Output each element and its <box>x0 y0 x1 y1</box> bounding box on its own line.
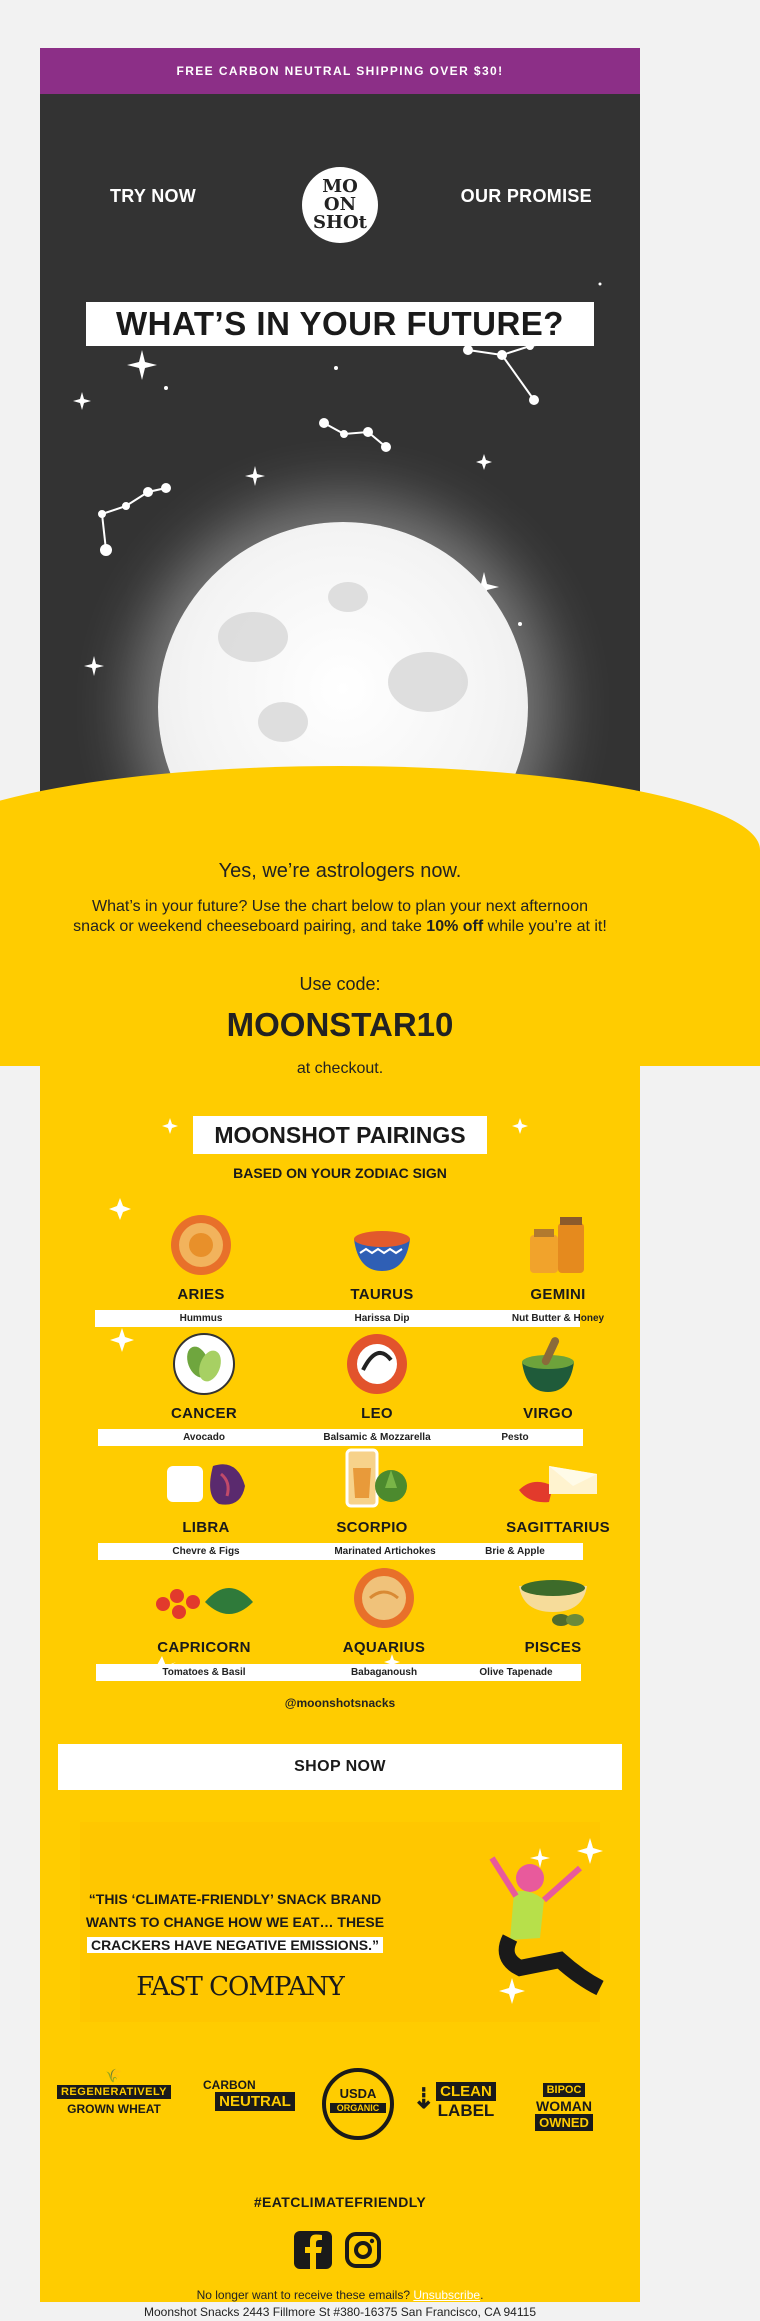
zodiac-taurus[interactable] <box>302 1213 462 1303</box>
sign-name: CANCER <box>171 1405 237 1422</box>
quote-line: WANTS TO CHANGE HOW WE EAT… THESE <box>85 1914 385 1930</box>
instagram-icon[interactable] <box>344 2231 382 2269</box>
badge-text: CLEAN <box>436 2082 496 2101</box>
badge-text: REGENERATIVELY <box>57 2085 171 2099</box>
checkout-text: at checkout. <box>296 1060 384 1077</box>
sign-name: TAURUS <box>350 1286 414 1303</box>
pairing-label: Nut Butter & Honey <box>511 1313 605 1324</box>
tomato-basil-icon <box>149 1566 259 1630</box>
zodiac-scorpio[interactable] <box>292 1446 452 1536</box>
carrot-icon: ⇣ <box>412 2083 436 2114</box>
logo-line: SHOt <box>313 212 367 233</box>
zodiac-capricorn[interactable] <box>124 1566 284 1656</box>
badge-text: GROWN WHEAT <box>67 2102 161 2116</box>
hero-headline: WHAT’S IN YOUR FUTURE? <box>86 302 594 346</box>
pairing-label: Olive Tapenade <box>479 1667 553 1678</box>
sign-name: GEMINI <box>530 1286 586 1303</box>
pairings-subtitle: BASED ON YOUR ZODIAC SIGN <box>233 1165 447 1181</box>
pairing-label: Babaganoush <box>350 1667 418 1678</box>
instagram-handle[interactable]: @moonshotsnacks <box>284 1696 396 1710</box>
zodiac-gemini[interactable] <box>478 1213 638 1303</box>
tapenade-bowl-icon <box>513 1566 593 1630</box>
facebook-icon[interactable] <box>294 2231 332 2269</box>
logo-line: ON <box>323 194 357 215</box>
intro-body <box>70 897 610 937</box>
sign-name: SCORPIO <box>336 1519 408 1536</box>
regenerative-wheat-badge <box>48 2068 180 2116</box>
our-promise-link[interactable]: OUR PROMISE <box>460 186 592 206</box>
sign-name: AQUARIUS <box>342 1639 426 1656</box>
badge-text: LABEL <box>437 2101 495 2120</box>
zodiac-sagittarius[interactable] <box>478 1446 638 1536</box>
balsamic-plate-icon <box>345 1332 409 1396</box>
moonshot-logo[interactable] <box>302 167 378 243</box>
badge-text: OWNED <box>535 2114 593 2131</box>
badge-text: CARBON <box>203 2078 256 2092</box>
carbon-neutral-badge <box>203 2078 307 2111</box>
unsubscribe-link[interactable]: Unsubscribe <box>413 2288 481 2302</box>
pairing-label: Hummus <box>179 1313 223 1324</box>
badge-text: USDA <box>339 2086 377 2101</box>
sign-name: CAPRICORN <box>157 1639 251 1656</box>
usda-organic-badge <box>322 2068 394 2140</box>
artichoke-jar-icon <box>327 1446 417 1510</box>
badge-text: ORGANIC <box>330 2103 386 2113</box>
sign-name: SAGITTARIUS <box>506 1519 610 1536</box>
pairing-label: Chevre & Figs <box>172 1546 240 1557</box>
company-address: Moonshot Snacks 2443 Fillmore St #380-16375 San Francisco, CA 94115 <box>143 2305 536 2319</box>
sign-name: ARIES <box>177 1286 225 1303</box>
intro-text: What’s in your future? Use the chart below to plan your next afternoon snack or weekend cheeseboard pairing, and take <box>73 898 588 935</box>
try-now-link[interactable]: TRY NOW <box>110 186 197 206</box>
intro-title: Yes, we’re astrologers now. <box>218 860 462 882</box>
sign-name: LIBRA <box>182 1519 230 1536</box>
sign-name: LEO <box>361 1405 393 1422</box>
quote-line: CRACKERS HAVE NEGATIVE EMISSIONS.” <box>87 1937 383 1953</box>
sign-name: VIRGO <box>523 1405 573 1422</box>
press-quote <box>70 1888 400 1957</box>
chevre-figs-icon <box>161 1446 251 1510</box>
honey-jar-icon <box>526 1213 590 1277</box>
badge-text: WOMAN <box>536 2098 592 2114</box>
pairing-label: Tomatoes & Basil <box>162 1667 246 1678</box>
unsubscribe-text: No longer want to receive these emails? <box>196 2288 414 2302</box>
unsubscribe-line <box>40 2288 640 2302</box>
email-container <box>40 48 640 2319</box>
sign-name: PISCES <box>524 1639 582 1656</box>
shop-now-button[interactable]: SHOP NOW <box>58 1744 622 1790</box>
avocado-plate-icon <box>172 1332 236 1396</box>
fast-company-logo: FAST COMPANY <box>136 1972 344 2002</box>
pairing-label: Marinated Artichokes <box>334 1546 436 1557</box>
wheat-icon: 🌾 <box>105 2068 123 2083</box>
harissa-bowl-icon <box>350 1213 414 1277</box>
zodiac-aquarius[interactable] <box>304 1566 464 1656</box>
quote-line: “THIS ‘CLIMATE-FRIENDLY’ SNACK BRAND <box>88 1891 382 1907</box>
use-code-label: Use code: <box>299 974 381 994</box>
logo-line: MO <box>322 176 358 197</box>
bipoc-woman-owned-badge <box>524 2080 604 2132</box>
pesto-mortar-icon <box>516 1332 580 1396</box>
promo-code: MOONSTAR10 <box>226 1006 454 1043</box>
zodiac-libra[interactable] <box>126 1446 286 1536</box>
zodiac-aries[interactable] <box>121 1213 281 1303</box>
pairing-label: Brie & Apple <box>485 1546 545 1557</box>
discount-text: 10% off <box>426 918 484 935</box>
hummus-bowl-icon <box>169 1213 233 1277</box>
shipping-banner[interactable]: FREE CARBON NEUTRAL SHIPPING OVER $30! <box>40 48 640 94</box>
pairing-label: Harissa Dip <box>354 1313 410 1324</box>
pairing-label: Pesto <box>501 1432 529 1443</box>
hero-section <box>40 94 640 854</box>
badge-text: NEUTRAL <box>215 2092 295 2111</box>
babaganoush-bowl-icon <box>352 1566 416 1630</box>
clean-label-badge <box>412 2082 502 2121</box>
zodiac-cancer[interactable] <box>124 1332 284 1422</box>
pairings-title: MOONSHOT PAIRINGS <box>193 1116 487 1154</box>
badge-text: BIPOC <box>543 2083 586 2097</box>
zodiac-leo[interactable] <box>297 1332 457 1422</box>
intro-text-end: while you’re at it! <box>483 918 607 935</box>
pairing-label: Avocado <box>183 1432 225 1443</box>
jumping-person-illustration <box>440 1828 620 2018</box>
unsubscribe-suffix: . <box>480 2288 484 2302</box>
zodiac-virgo[interactable] <box>468 1332 628 1422</box>
brie-apple-icon <box>513 1446 603 1510</box>
zodiac-pisces[interactable] <box>473 1566 633 1656</box>
hashtag: #EATCLIMATEFRIENDLY <box>253 2194 427 2210</box>
pairing-label: Balsamic & Mozzarella <box>323 1432 431 1443</box>
